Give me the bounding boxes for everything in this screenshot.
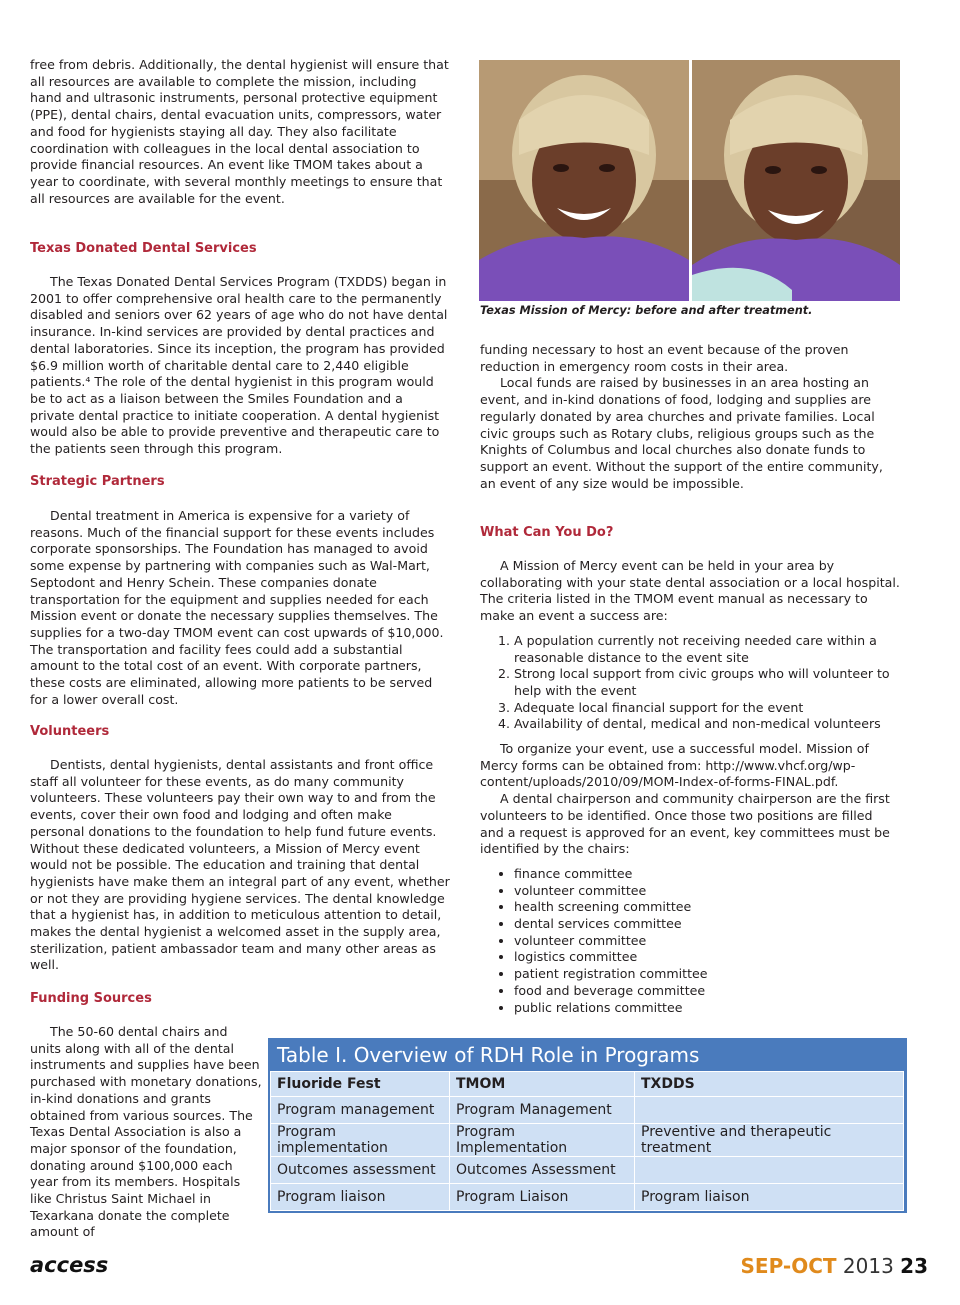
section-heading-strategic-partners: Strategic Partners bbox=[30, 474, 165, 489]
paragraph: Dentists, dental hygienists, dental assistants and front office staff all volunteer for these events, as do many community volunteers. These volunteers pay their own way to and from the events, cover their own food and lodging and often make personal donations to the foundation to help fund future events. Without these dedicated volunteers, a Mission of Mercy event would not be possible. The education and training that dental hygienists have make them an integral part of any event, whether or not they are providing hygiene services. The dental knowledge that a hygienist has, in addition to meticulous attention to detail, makes the dental hygienist a welcomed asset in the supply area, sterilization, patient ambassador team and many other areas as well. bbox=[30, 757, 450, 973]
issue-month: SEP-OCT bbox=[740, 1254, 837, 1278]
paragraph: The 50-60 dental chairs and units along with all of the dental instruments and supplies have been purchased with monetary donations, in-kind donations and grants obtained from various sources. The Texas Dental Association is also a major sponsor of the foundation, donating around $100,000 each year from its members. Hospitals like Christus Saint Michael in Texarkana donate the complete amount of bbox=[30, 1024, 262, 1240]
section-body-volunteers bbox=[30, 757, 450, 974]
paragraph: funding necessary to host an event because of the proven reduction in emergency room costs in their area. bbox=[480, 342, 849, 374]
table-row bbox=[271, 1097, 904, 1124]
criteria-item: 1. A population currently not receiving needed care within a reasonable distance to the event site bbox=[514, 633, 900, 666]
committee-item: • volunteer committee bbox=[514, 933, 900, 950]
section-heading-txdds: Texas Donated Dental Services bbox=[30, 241, 257, 256]
table-header-cell: TXDDS bbox=[635, 1072, 904, 1097]
table-cell bbox=[635, 1157, 904, 1184]
paragraph: To organize your event, use a successful model. Mission of Mercy forms can be obtained from: http://www.vhcf.org/wp-content/uploads/2010/09/MOM-Index-of-forms-FINAL.pdf. bbox=[480, 741, 869, 790]
table-cell: Outcomes assessment bbox=[271, 1157, 450, 1184]
table-cell: Program liaison bbox=[635, 1184, 904, 1211]
issue-info bbox=[741, 1254, 928, 1278]
criteria-item: 2. Strong local support from civic groups who will volunteer to help with the event bbox=[514, 666, 900, 699]
paragraph: A dental chairperson and community chairperson are the first volunteers to be identified. Once those two positions are filled and a request is approved for an event, key committees must be identified by the chairs: bbox=[480, 791, 890, 857]
intro-paragraph-block bbox=[30, 57, 450, 207]
rdh-role-table bbox=[268, 1038, 907, 1213]
issue-year: 2013 bbox=[842, 1254, 894, 1278]
table-row bbox=[271, 1124, 904, 1157]
right-column-intro bbox=[480, 342, 900, 492]
committee-item: • dental services committee bbox=[514, 916, 900, 933]
section-heading-funding-sources: Funding Sources bbox=[30, 991, 152, 1006]
committee-item: • food and beverage committee bbox=[514, 983, 900, 1000]
magazine-name: access bbox=[30, 1253, 109, 1277]
what-can-you-do-body bbox=[480, 558, 900, 1016]
section-body-strategic-partners bbox=[30, 508, 450, 708]
committee-item: • public relations committee bbox=[514, 1000, 900, 1017]
criteria-list bbox=[480, 633, 900, 733]
table-row bbox=[271, 1184, 904, 1211]
committee-item: • patient registration committee bbox=[514, 966, 900, 983]
criteria-item: 3. Adequate local financial support for the event bbox=[514, 700, 900, 717]
before-treatment-photo bbox=[479, 60, 689, 301]
table-cell: Program Implementation bbox=[450, 1124, 635, 1157]
section-body-txdds bbox=[30, 274, 450, 458]
table-cell: Outcomes Assessment bbox=[450, 1157, 635, 1184]
committee-item: • finance committee bbox=[514, 866, 900, 883]
paragraph: A Mission of Mercy event can be held in your area by collaborating with your state dental association or a local hospital. The criteria listed in the TMOM event manual as necessary to make an event a success are: bbox=[480, 558, 900, 624]
table-cell: Program Liaison bbox=[450, 1184, 635, 1211]
section-body-funding-sources bbox=[30, 1024, 262, 1241]
paragraph: Dental treatment in America is expensive for a variety of reasons. Much of the financial support for these events includes corporate sponsorships. The Foundation has managed to avoid some expense by partnering with companies such as Wal-Mart, Septodont and Henry Schein. These companies donate transportation for the equipment and supplies needed for each Mission event or donate the necessary supplies themselves. The supplies for a two-day TMOM event can cost upwards of $10,000. The transportation and facility fees could add a substantial amount to the total cost of an event. With corporate partners, these costs are eliminated, allowing more patients to be served for a lower overall cost. bbox=[30, 508, 444, 707]
intro-paragraph: free from debris. Additionally, the dental hygienist will ensure that all resources are available to complete the mission, including hand and ultrasonic instruments, personal protective equipment (PPE), dental chairs, dental evacuation units, compressors, water and food for hygienists staying all day. They also facilitate coordination with colleagues in the local dental association to provide financial resources. An event like TMOM takes about a year to coordinate, with several monthly meetings to ensure that all resources are available for the event. bbox=[30, 57, 449, 206]
table-header-row bbox=[271, 1072, 904, 1097]
table-cell bbox=[635, 1097, 904, 1124]
page-number: 23 bbox=[900, 1254, 928, 1278]
section-heading-what-can-you-do: What Can You Do? bbox=[480, 525, 614, 540]
committee-item: • logistics committee bbox=[514, 949, 900, 966]
table-title: Table I. Overview of RDH Role in Programs bbox=[270, 1040, 904, 1071]
section-heading-volunteers: Volunteers bbox=[30, 724, 110, 739]
table-cell: Program liaison bbox=[271, 1184, 450, 1211]
table-row bbox=[271, 1157, 904, 1184]
table-grid bbox=[270, 1071, 904, 1211]
criteria-item: 4. Availability of dental, medical and non-medical volunteers bbox=[514, 716, 900, 733]
table-cell: Preventive and therapeutic treatment bbox=[635, 1124, 904, 1157]
committee-item: • volunteer committee bbox=[514, 883, 900, 900]
committee-item: • health screening committee bbox=[514, 899, 900, 916]
table-cell: Program Management bbox=[450, 1097, 635, 1124]
table-cell: Program management bbox=[271, 1097, 450, 1124]
table-cell: Program implementation bbox=[271, 1124, 450, 1157]
photo-caption: Texas Mission of Mercy: before and after treatment. bbox=[480, 304, 813, 317]
committee-list bbox=[480, 866, 900, 1016]
table-header-cell: TMOM bbox=[450, 1072, 635, 1097]
table-header-cell: Fluoride Fest bbox=[271, 1072, 450, 1097]
paragraph: The Texas Donated Dental Services Program (TXDDS) began in 2001 to offer comprehensive oral health care to the permanently disabled and seniors over 62 years of age who do not have dental insurance. In-kind services are provided by dental practices and dental laboratories. Since its inception, the program has provided $6.9 million worth of charitable dental care to 2,440 eligible patients.⁴ The role of the dental hygienist in this program would be to act as a liaison between the Smiles Foundation and a private dental practice to initiate cooperation. A dental hygienist would also be able to provide preventive and therapeutic care to the patients seen through this program. bbox=[30, 274, 448, 457]
after-treatment-photo bbox=[692, 60, 900, 301]
paragraph: Local funds are raised by businesses in an area hosting an event, and in-kind donations of food, lodging and supplies are regularly donated by area churches and private families. Local civic groups such as Rotary clubs, religious groups such as the Knights of Columbus and local churches also donate funds to support an event. Without the support of the entire community, an event of any size would be impossible. bbox=[480, 375, 883, 491]
